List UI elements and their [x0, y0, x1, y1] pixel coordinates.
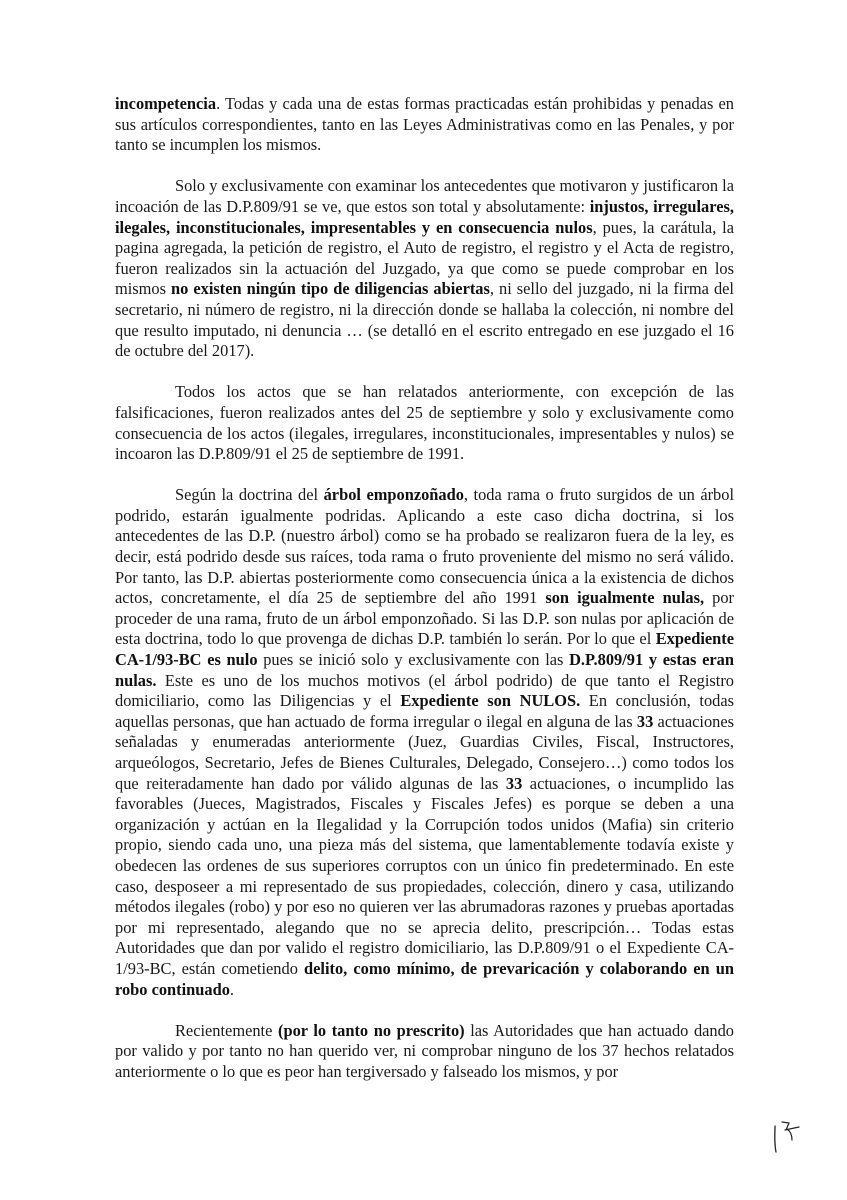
text-run: En conclusión, todas aquellas personas, que han actuado de forma irregular o ilegal en alguna de las [115, 691, 734, 731]
text-run: Solo y exclusivamente con examinar los antecedentes que motivaron y justificaron la incoación de las D.P.809/91 se ve, que estos son total y absolutamente: [115, 176, 734, 216]
text-run: por proceder de una rama, fruto de un árbol emponzoñado. Si las D.P. son nulas por aplicación de esta doctrina, todo lo que provenga de dichas D.P. también lo serán. Por lo que el [115, 588, 735, 649]
bold-run: D.P.809/91 y estas eran nulas. [115, 650, 734, 690]
text-run: , pues, la carátula, la pagina agregada, la petición de registro, el Auto de registro, el registro y el Acta de registro, fueron realizados sin la actuación del Juzgado, ya que como se puede comprobar en los mismos [115, 217, 735, 299]
bold-run: árbol emponzoñado [323, 485, 464, 505]
text-run: Según la doctrina del [175, 485, 324, 505]
document-page [115, 94, 734, 1083]
bold-run: (por lo tanto no prescrito) [278, 1020, 465, 1040]
bold-run: 33 [636, 711, 654, 731]
bold-run: Expediente son NULOS. [400, 691, 581, 711]
text-run: . Todas y cada una de estas formas practicadas están prohibidas y penadas en sus artículos correspondientes, tanto en las Leyes Administrativas como en las Penales, y por tanto se incumplen los mismos. [115, 94, 734, 155]
text-run: actuaciones, o incumplido las favorables (Jueces, Magistrados, Fiscales y Fiscales Jefes) es porque se deben a una organización y actúan en la Ilegalidad y la Corrupción todos unidos (Mafia) sin criterio propio, siendo cada uno, una pieza más del sistema, que lamentablemente todavía existe y obedecen las ordenes de sus superiores corruptos con un único fin predeterminado. En este caso, desposeer a mi representado de sus propiedades, colección, dinero y casa, utilizando métodos ilegales (robo) y por eso no quieren ver las abrumadoras razones y pruebas aportadas por mi representado, alegando que no se aprecia delito, prescripción… Todas estas Autoridades que dan por valido el registro domiciliario, las D.P.809/91 o el Expediente CA-1/93-BC, están cometiendo [115, 773, 734, 978]
text-run: . [229, 979, 235, 999]
bold-run: Expediente CA-1/93-BC es nulo [115, 629, 734, 670]
bold-run: incompetencia [115, 94, 217, 113]
text-run: , ni sello del juzgado, ni la firma del secretario, ni número de registro, ni la dirección donde se hallaba la colección, ni nombre del que resulto imputado, ni denuncia … (se detalló en el escrito entregado en ese juzgado el 16 de octubre del 2017). [115, 279, 734, 361]
paragraph-gap [115, 1000, 734, 1021]
paragraph-gap [115, 156, 734, 177]
paragraph-5 [115, 1021, 734, 1083]
handwritten-page-number [772, 1118, 812, 1158]
text-run: Recientemente [175, 1020, 278, 1040]
text-run: Este es uno de los muchos motivos (el árbol podrido) de que tanto el Registro domiciliario, como las Diligencias y el [115, 670, 734, 711]
bold-run: injustos, irregulares, ilegales, inconstitucionales, impresentables y en consecuencia nulos [115, 196, 734, 237]
handwritten-17-icon [772, 1118, 812, 1158]
paragraph-4 [115, 485, 734, 1000]
text-run: , toda rama o fruto surgidos de un árbol podrido, estarán igualmente podridas. Aplicando a este caso dicha doctrina, si los antecedentes de las D.P. (nuestro árbol) como se ha probado se realizaron fuera de la ley, es decir, está podrido desde sus raíces, toda rama o fruto proveniente del mismo no será válido. Por tanto, las D.P. abiertas posteriormente como consecuencia única a la existencia de dichos actos, concretamente, el día 25 de septiembre del año 1991 [115, 485, 734, 608]
paragraph-gap [115, 362, 734, 383]
text-run: las Autoridades que han actuado dando por valido y por tanto no han querido ver, ni comprobar ninguno de los 37 hechos relatados anteriormente o lo que es peor han tergiversado y falseado los mismos, y por [115, 1020, 734, 1081]
bold-run: son igualmente nulas, [545, 588, 705, 608]
text-run: actuaciones señaladas y enumeradas anteriormente (Juez, Guardias Civiles, Fiscal, Instructores, arqueólogos, Secretario, Jefes de Bienes Culturales, Delegado, Consejero…) como todos los que reiteradamente han dado por válido algunas de las [115, 711, 734, 793]
paragraph-2 [115, 176, 734, 361]
bold-run: 33 [505, 773, 523, 793]
paragraph-1 [115, 94, 734, 156]
text-run: pues se inició solo y exclusivamente con las [257, 650, 570, 670]
paragraph-3 [115, 382, 734, 464]
bold-run: delito, como mínimo, de prevaricación y colaborando en un robo continuado [115, 958, 734, 999]
paragraph-gap [115, 465, 734, 486]
text-run: Todos los actos que se han relatados anteriormente, con excepción de las falsificaciones, fueron realizados antes del 25 de septiembre y solo y exclusivamente como consecuencia de los actos (ilegales, irregulares, inconstitucionales, impresentables y nulos) se incoaron las D.P.809/91 el 25 de septiembre de 1991. [115, 382, 734, 464]
bold-run: no existen ningún tipo de diligencias abiertas [171, 279, 490, 299]
